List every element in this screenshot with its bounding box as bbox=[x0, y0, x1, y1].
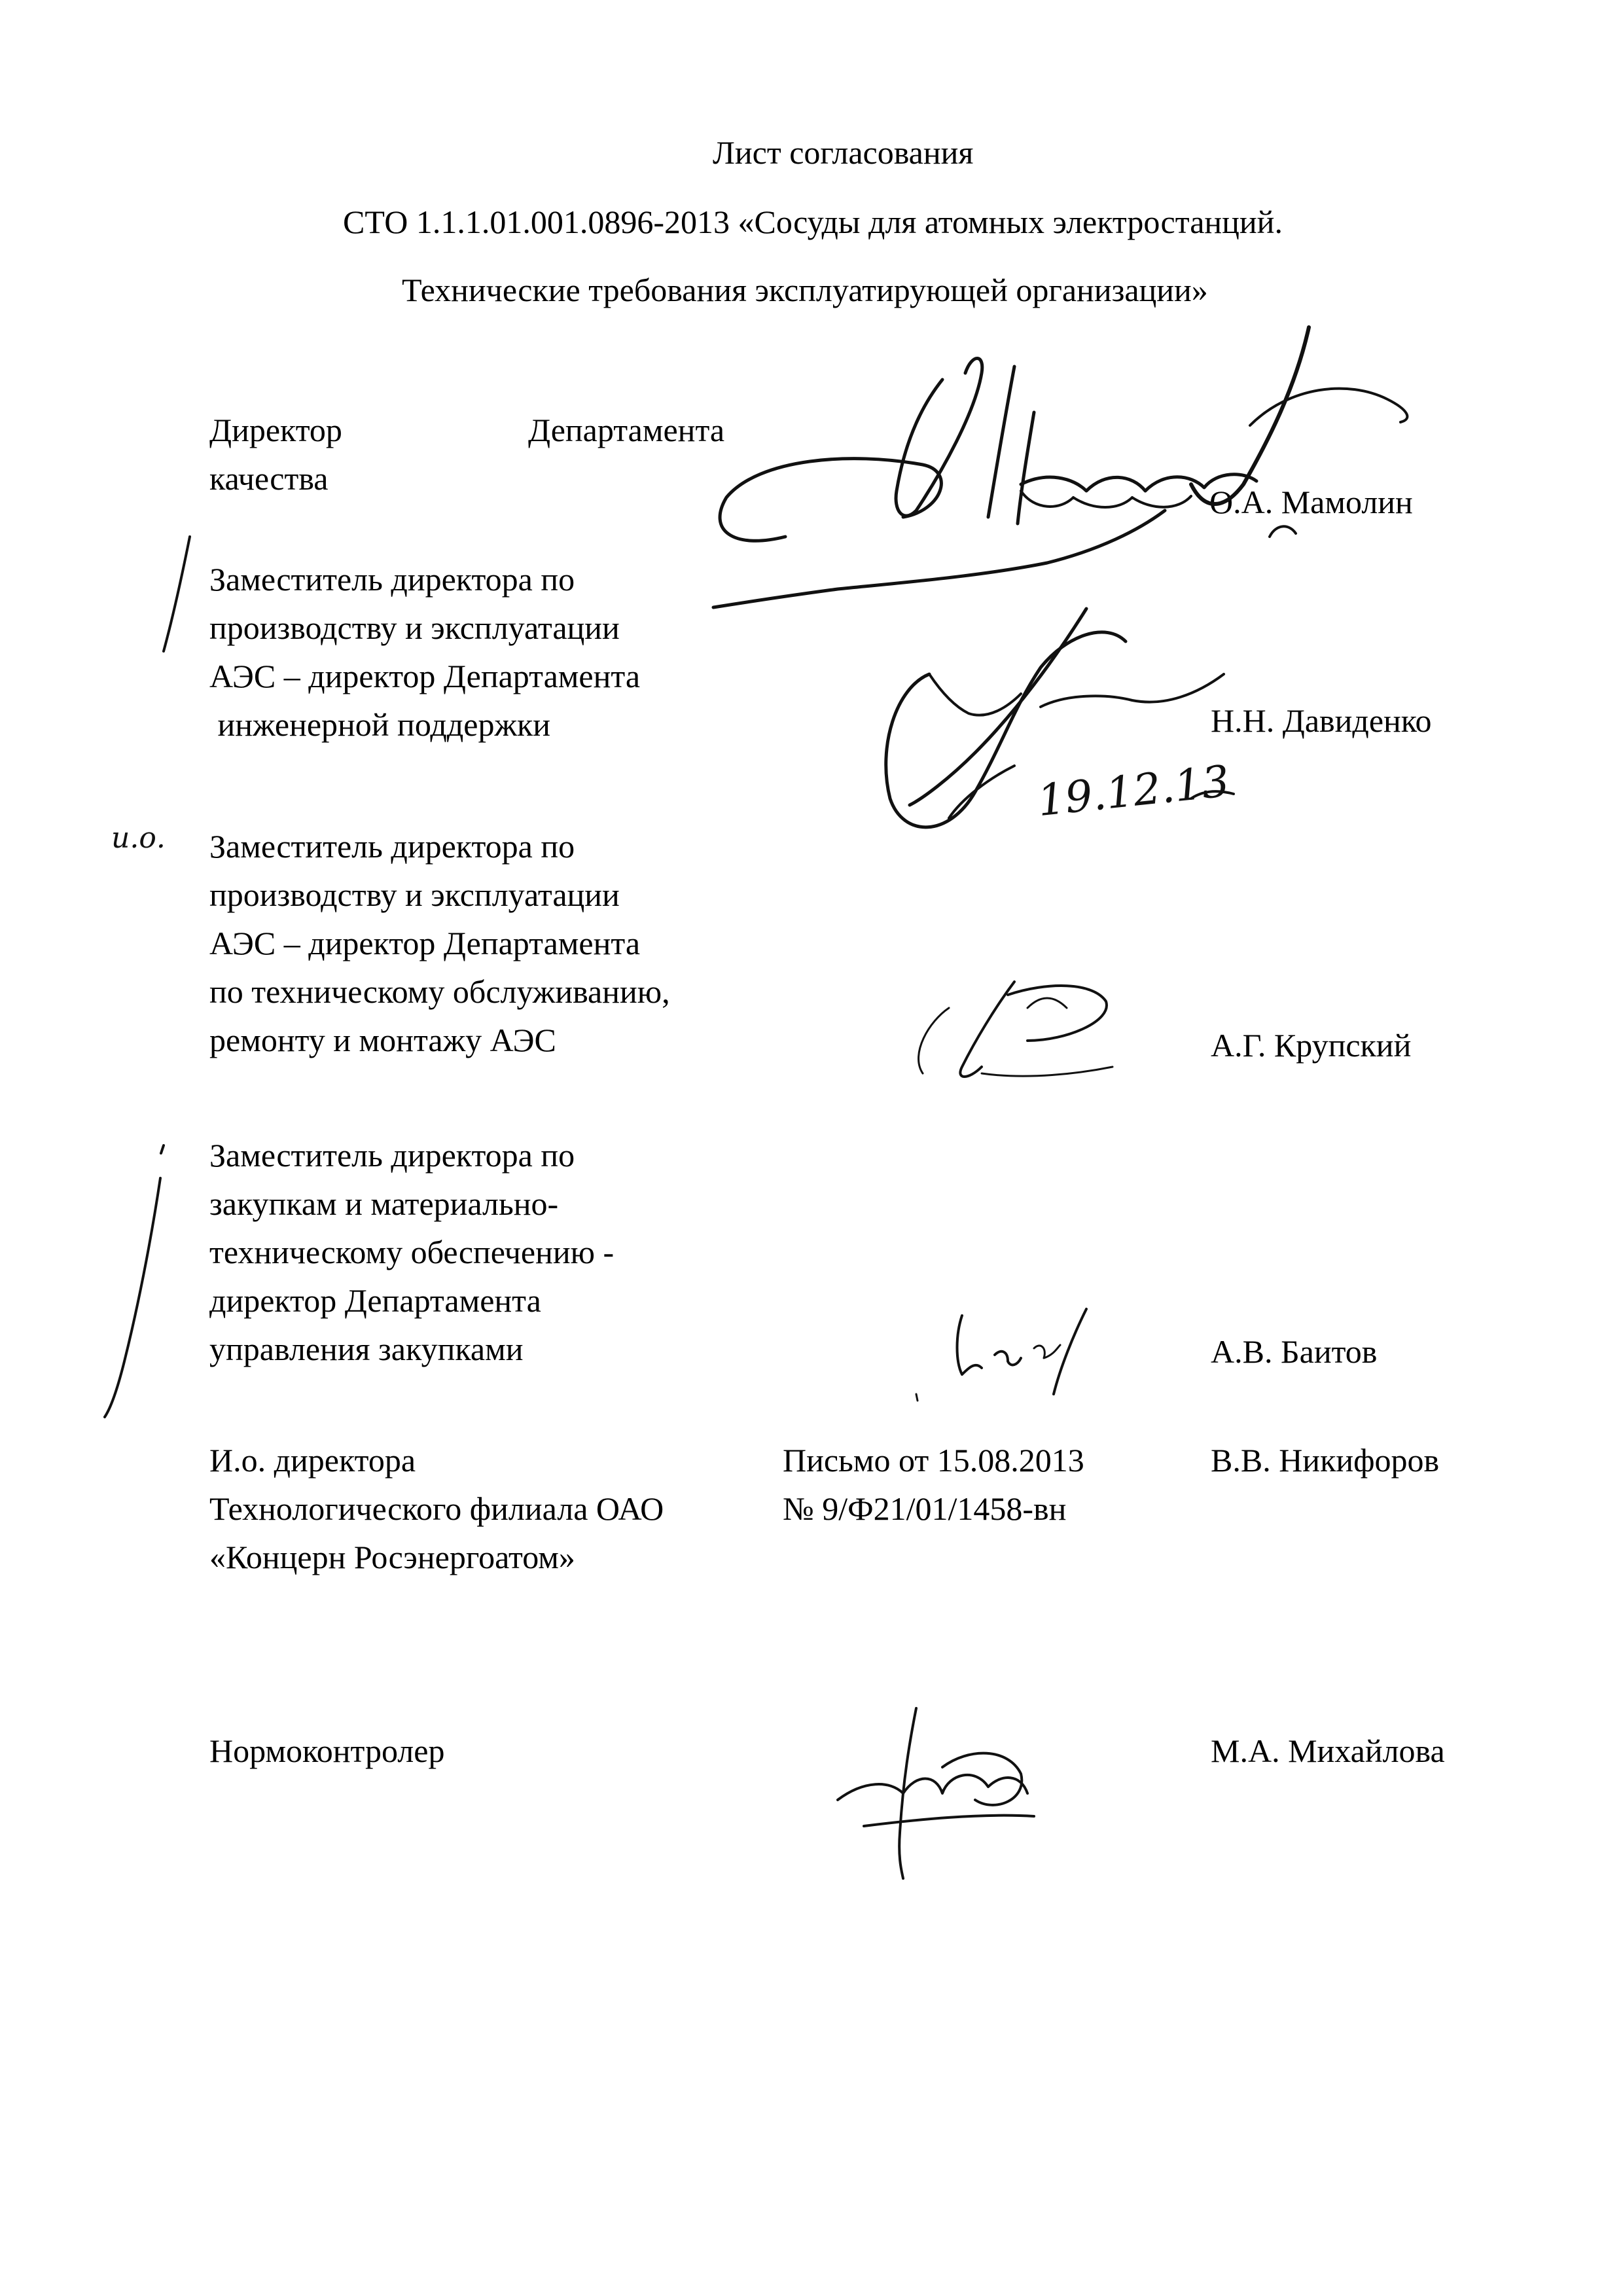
position-line: закупкам и материально- bbox=[209, 1185, 559, 1222]
approval-4-name: А.В. Баитов bbox=[1211, 1333, 1378, 1370]
position-line: производству и эксплуатации bbox=[209, 609, 620, 646]
position-line: Заместитель директора по bbox=[209, 561, 575, 598]
margin-note-io: и.о. bbox=[111, 821, 166, 855]
signature-4 bbox=[903, 1296, 1113, 1407]
position-line: Заместитель директора по bbox=[209, 1137, 575, 1174]
date-note-tail bbox=[1188, 782, 1240, 808]
margin-mark-1 bbox=[157, 530, 196, 661]
position-line: И.о. директора bbox=[209, 1442, 416, 1479]
approval-6-name: М.А. Михайлова bbox=[1211, 1732, 1445, 1769]
position-line: АЭС – директор Департамента bbox=[209, 658, 641, 694]
approval-1-position bbox=[209, 406, 342, 503]
position-line: Технологического филиала ОАО bbox=[209, 1490, 664, 1527]
doc-subtitle: СТО 1.1.1.01.001.0896-2013 «Сосуды для атомных электростанций. bbox=[343, 204, 1283, 240]
signature-3 bbox=[897, 969, 1145, 1100]
position-line: Директор bbox=[209, 412, 342, 448]
approval-5-name: В.В. Никифоров bbox=[1211, 1442, 1440, 1479]
approval-4-position bbox=[209, 1131, 614, 1373]
position-line: «Концерн Росэнергоатом» bbox=[209, 1539, 575, 1575]
position-line: качества bbox=[209, 460, 329, 497]
doc-subtitle-2: Технические требования эксплуатирующей организации» bbox=[402, 272, 1208, 308]
position-line: директор Департамента bbox=[209, 1282, 541, 1319]
position-line: производству и эксплуатации bbox=[209, 876, 620, 913]
letter-line: № 9/Ф21/01/1458-вн bbox=[783, 1490, 1067, 1527]
approval-3-position bbox=[209, 822, 670, 1064]
approval-1-name: О.А. Мамолин bbox=[1209, 484, 1413, 520]
date-note: 19.12.13 bbox=[1035, 755, 1232, 827]
doc-title: Лист согласования bbox=[713, 134, 974, 171]
signature-6 bbox=[825, 1702, 1060, 1885]
position-line: АЭС – директор Департамента bbox=[209, 925, 641, 961]
signature-2 bbox=[870, 602, 1237, 877]
approval-6-position: Нормоконтролер bbox=[209, 1732, 445, 1769]
position-line: инженерной поддержки bbox=[209, 706, 551, 743]
position-line: Заместитель директора по bbox=[209, 828, 575, 865]
approval-5-position bbox=[209, 1436, 664, 1581]
approval-2-position bbox=[209, 555, 640, 749]
position-line: по техническому обслуживанию, bbox=[209, 973, 670, 1010]
position-line: ремонту и монтажу АЭС bbox=[209, 1022, 556, 1058]
approval-5-letter bbox=[783, 1436, 1084, 1533]
approval-1-position-extra: Департамента bbox=[528, 412, 725, 448]
position-line: техническому обеспечению - bbox=[209, 1234, 615, 1270]
position-line: управления закупками bbox=[209, 1331, 524, 1367]
letter-line: Письмо от 15.08.2013 bbox=[783, 1442, 1084, 1479]
margin-mark-2 bbox=[98, 1139, 170, 1420]
approval-2-name: Н.Н. Давиденко bbox=[1211, 702, 1432, 739]
approval-3-name: А.Г. Крупский bbox=[1211, 1027, 1412, 1064]
